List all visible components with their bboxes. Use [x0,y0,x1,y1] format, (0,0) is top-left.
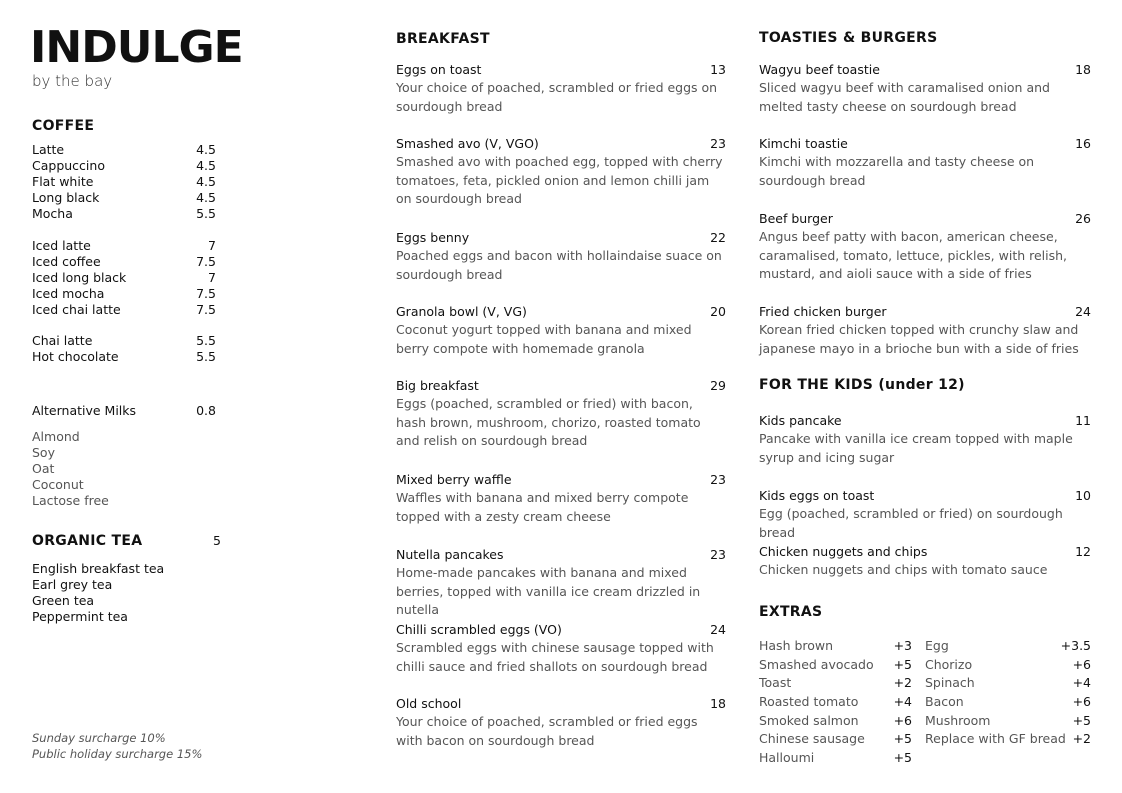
item-price: 16 [1075,136,1091,151]
item-name: Beef burger [759,211,833,226]
toasties-section-title: TOASTIES & BURGERS [759,30,938,46]
extra-row: Spinach +4 [925,675,1091,690]
item-name: Eggs on toast [396,62,482,77]
menu-item [759,135,1091,190]
other-drink-row: Chai latte 5.5 [32,333,216,348]
item-name: Smashed avo (V, VGO) [396,136,539,151]
iced-row: Iced latte 7 [32,238,216,253]
tea-price: 5 [213,533,221,548]
item-desc: Coconut yogurt topped with banana and mixed berry compote with homemade granola [396,322,692,356]
iced-row: Iced coffee 7.5 [32,254,216,269]
menu-item [396,471,726,526]
extra-row: Smashed avocado +5 [759,657,912,672]
coffee-row: Cappuccino 4.5 [32,158,216,173]
item-desc: Waffles with banana and mixed berry compote topped with a zesty cream cheese [396,490,689,524]
alt-milk-option: Coconut [32,477,84,492]
extra-row: Chinese sausage +5 [759,731,912,746]
surcharge-note: Public holiday surcharge 15% [32,747,203,761]
alt-milk-option: Lactose free [32,493,109,508]
iced-row: Iced mocha 7.5 [32,286,216,301]
item-name: Fried chicken burger [759,304,887,319]
menu-item [759,61,1091,116]
coffee-row: Latte 4.5 [32,142,216,157]
tea-section-title: ORGANIC TEA [32,533,143,549]
item-name: Eggs benny [396,230,470,245]
brand-tagline: by the bay [32,72,113,90]
extra-row: Smoked salmon +6 [759,713,912,728]
extra-row: Toast +2 [759,675,912,690]
breakfast-section-title: BREAKFAST [396,31,490,47]
item-desc: Chicken nuggets and chips with tomato sauce [759,562,1048,577]
item-name: Old school [396,696,462,711]
item-desc: Eggs (poached, scrambled or fried) with bacon, hash brown, mushroom, chorizo, roasted tomato and relish on sourdough bread [396,396,701,448]
item-price: 18 [710,696,726,711]
menu-item [759,210,1091,284]
menu-item [396,61,726,116]
menu-item [759,487,1091,542]
item-desc: Poached eggs and bacon with hollaindaise suace on sourdough bread [396,248,722,282]
tea-item: Green tea [32,593,95,608]
alt-milk-option: Oat [32,461,55,476]
item-price: 24 [710,622,726,637]
item-desc: Sliced wagyu beef with caramalised onion and melted tasty cheese on sourdough bread [759,80,1050,114]
item-price: 29 [710,378,726,393]
coffee-row: Long black 4.5 [32,190,216,205]
item-price: 18 [1075,62,1091,77]
item-desc: Your choice of poached, scrambled or fried eggs on sourdough bread [396,80,718,114]
extra-row: Mushroom +5 [925,713,1091,728]
item-price: 22 [710,230,726,245]
iced-row: Iced chai latte 7.5 [32,302,216,317]
extras-section-title: EXTRAS [759,604,823,620]
item-name: Wagyu beef toastie [759,62,880,77]
brand-logo: INDULGE [30,22,243,73]
item-name: Chilli scrambled eggs (VO) [396,622,562,637]
item-price: 23 [710,136,726,151]
extra-row: Roasted tomato +4 [759,694,912,709]
iced-row: Iced long black 7 [32,270,216,285]
item-name: Kids eggs on toast [759,488,875,503]
item-name: Kids pancake [759,413,842,428]
item-price: 26 [1075,211,1091,226]
coffee-section-title: COFFEE [32,118,95,134]
menu-item [759,303,1091,358]
kids-section-title: FOR THE KIDS (under 12) [759,377,965,393]
item-price: 11 [1075,413,1091,428]
tea-item: Earl grey tea [32,577,113,592]
menu-item [396,135,726,209]
item-name: Chicken nuggets and chips [759,544,928,559]
item-desc: Home-made pancakes with banana and mixed berries, topped with vanilla ice cream drizzled in nutella [396,565,701,617]
alt-milk-option: Soy [32,445,55,460]
item-name: Mixed berry waffle [396,472,512,487]
item-desc: Smashed avo with poached egg, topped with cherry tomatoes, feta, pickled onion and lemon chilli jam on sourdough bread [396,154,723,206]
extra-row: Chorizo +6 [925,657,1091,672]
extra-row: Egg +3.5 [925,638,1091,653]
menu-item [396,229,726,284]
surcharge-note: Sunday surcharge 10% [32,731,166,745]
item-desc: Pancake with vanilla ice cream topped with maple syrup and icing sugar [759,431,1073,465]
item-desc: Egg (poached, scrambled or fried) on sourdough bread [759,506,1063,540]
extra-row: Bacon +6 [925,694,1091,709]
alt-milk-option: Almond [32,429,80,444]
menu-item [396,377,726,451]
coffee-row: Mocha 5.5 [32,206,216,221]
item-desc: Angus beef patty with bacon, american cheese, caramalised, tomato, lettuce, pickles, with relish, mustard, and aioli sauce with a side of fries [759,229,1068,281]
coffee-row: Flat white 4.5 [32,174,216,189]
item-price: 24 [1075,304,1091,319]
item-name: Kimchi toastie [759,136,848,151]
extra-row: Halloumi +5 [759,750,912,765]
menu-item [759,412,1091,467]
other-drink-row: Hot chocolate 5.5 [32,349,216,364]
extra-row: Replace with GF bread +2 [925,731,1091,746]
item-price: 12 [1075,544,1091,559]
item-name: Nutella pancakes [396,547,504,562]
menu-item [396,695,726,750]
tea-item: English breakfast tea [32,561,165,576]
item-name: Big breakfast [396,378,479,393]
item-desc: Your choice of poached, scrambled or fried eggs with bacon on sourdough bread [396,714,698,748]
item-price: 23 [710,547,726,562]
extra-row: Hash brown +3 [759,638,912,653]
tea-item: Peppermint tea [32,609,128,624]
item-desc: Kimchi with mozzarella and tasty cheese on sourdough bread [759,154,1035,188]
tea-section-header [32,533,221,549]
item-price: 23 [710,472,726,487]
menu-item [396,303,726,358]
item-price: 10 [1075,488,1091,503]
item-desc: Korean fried chicken topped with crunchy slaw and japanese mayo in a brioche bun with a side of fries [759,322,1079,356]
item-price: 13 [710,62,726,77]
menu-item [759,543,1091,580]
item-name: Granola bowl (V, VG) [396,304,527,319]
alt-milks-row: Alternative Milks 0.8 [32,403,216,418]
menu-item [396,546,726,620]
menu-item [396,621,726,676]
item-desc: Scrambled eggs with chinese sausage topped with chilli sauce and fried shallots on sourdough bread [396,640,714,674]
item-price: 20 [710,304,726,319]
